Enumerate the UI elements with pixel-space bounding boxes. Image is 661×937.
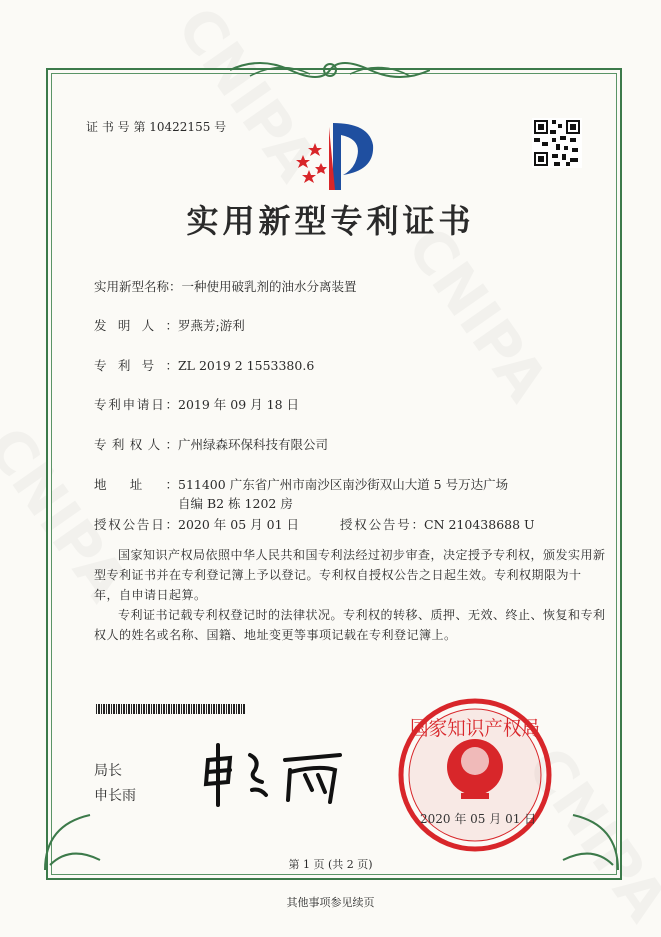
- statement-paragraph: 国家知识产权局依照中华人民共和国专利法经过初步审查，决定授予专利权，颁发实用新型专利证书并在专利登记簿上予以登记。专利权自授权公告之日起生效。专利权期限为十年，自申请日起算。: [94, 548, 606, 602]
- qr-code-icon: [532, 118, 582, 168]
- certificate-number: 证 书 号 第 10422155 号: [86, 120, 227, 134]
- signatory-name: 申长雨: [94, 788, 136, 804]
- field-grant-date: 授权公告日：2020 年 05 月 01 日: [94, 517, 299, 532]
- seal-date: 2020 年 05 月 01 日: [420, 812, 537, 826]
- barcode-icon: [96, 704, 246, 714]
- field-grant-number: 授权公告号：CN 210438688 U: [340, 517, 535, 532]
- field-patent-number: 专利号：ZL 2019 2 1553380.6: [94, 358, 315, 373]
- field-patentee: 专利权人：广州绿森环保科技有限公司: [94, 437, 329, 452]
- top-ornament-icon: [230, 56, 430, 84]
- field-inventor: 发明人：罗燕芳;游利: [94, 318, 245, 333]
- statement-paragraph: 专利证书记载专利权登记时的法律状况。专利权的转移、质押、无效、终止、恢复和专利权人的姓名或名称、国籍、地址变更等事项记载在专利登记簿上。: [94, 608, 606, 642]
- field-utility-model-name: 实用新型名称：一种使用破乳剂的油水分离装置: [94, 279, 357, 294]
- official-seal-icon: [395, 695, 555, 855]
- page-title: 实用新型专利证书: [186, 202, 475, 240]
- seal-text: 国家知识产权局: [410, 716, 540, 740]
- field-address: 地址：511400 广东省广州市南沙区南沙街双山大道 5 号万达广场 自编 B2 栋 1202 房: [94, 477, 509, 511]
- page-number: 第 1 页 (共 2 页): [288, 858, 373, 871]
- handwritten-signature: [200, 740, 350, 810]
- cnipa-logo-icon: [285, 115, 385, 195]
- field-application-date: 专利申请日：2019 年 09 月 18 日: [94, 397, 299, 412]
- continuation-note: 其他事项参见续页: [286, 896, 375, 909]
- signatory-title: 局长: [94, 763, 122, 779]
